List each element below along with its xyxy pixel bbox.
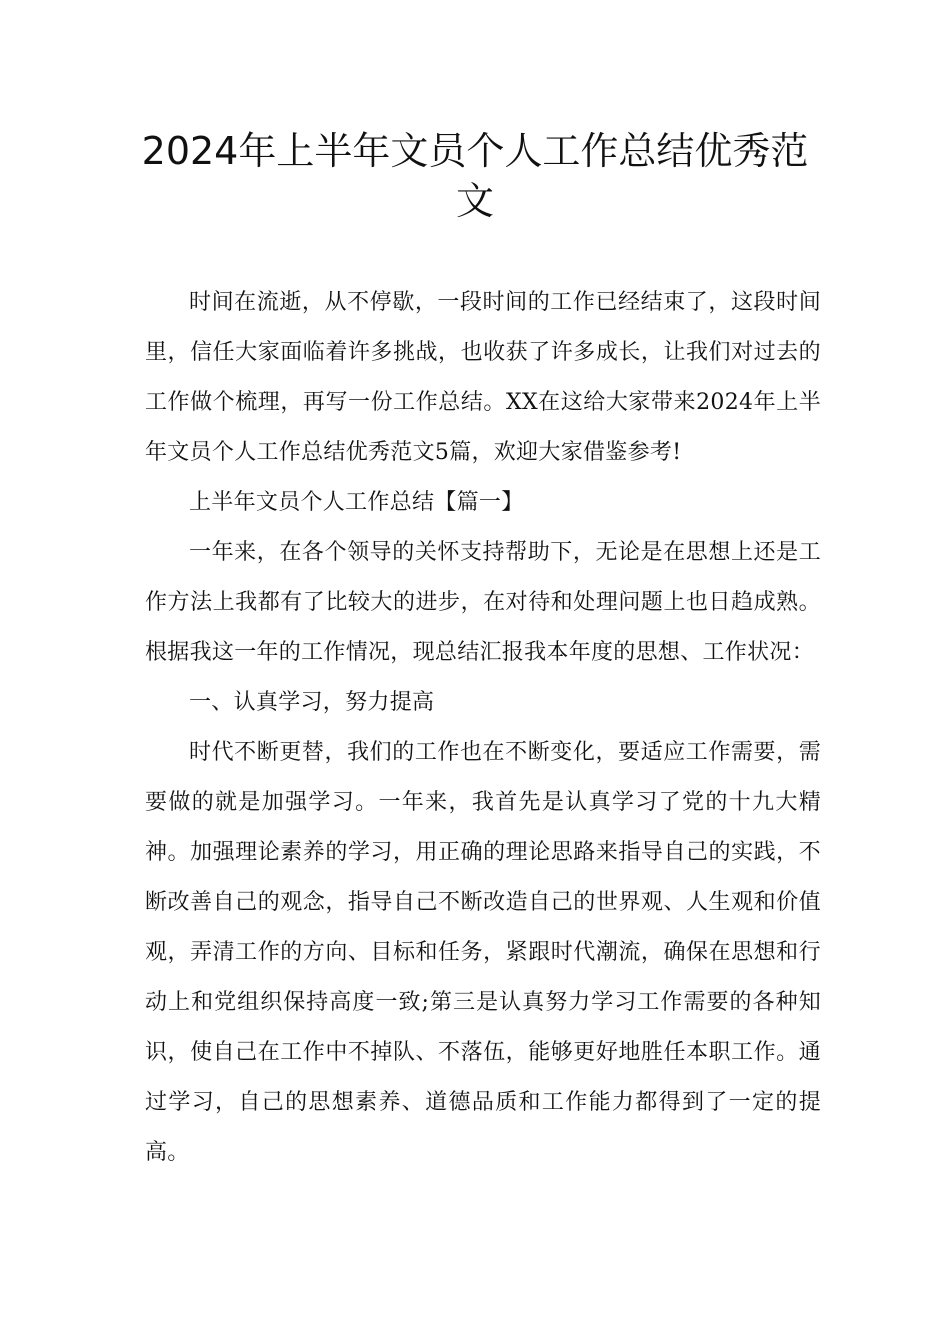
subheading-study: 一、认真学习，努力提高 [189, 690, 435, 715]
document-body [145, 278, 821, 1178]
document-title [120, 126, 830, 226]
title-line-1: 2024年上半年文员个人工作总结优秀范 [141, 129, 809, 173]
section-heading-part-one: 上半年文员个人工作总结【篇一】 [189, 490, 524, 515]
paragraph-overview: 一年来，在各个领导的关怀支持帮助下，无论是在思想上还是工作方法上我都有了比较大的进步，在对待和处理问题上也日趋成熟。根据我这一年的工作情况，现总结汇报我本年度的思想、工作状况： [145, 540, 821, 665]
title-line-2: 文 [455, 179, 494, 223]
paragraph-study: 时代不断更替，我们的工作也在不断变化，要适应工作需要，需要做的就是加强学习。一年来，我首先是认真学习了党的十九大精神。加强理论素养的学习，用正确的理论思路来指导自己的实践，不断改善自己的观念，指导自己不断改造自己的世界观、人生观和价值观，弄清工作的方向、目标和任务，紧跟时代潮流，确保在思想和行动上和党组织保持高度一致;第三是认真努力学习工作需要的各种知识，使自己在工作中不掉队、不落伍，能够更好地胜任本职工作。通过学习，自己的思想素养、道德品质和工作能力都得到了一定的提高。 [145, 740, 821, 1165]
intro-paragraph: 时间在流逝，从不停歇，一段时间的工作已经结束了，这段时间里，信任大家面临着许多挑战，也收获了许多成长，让我们对过去的工作做个梳理，再写一份工作总结。XX在这给大家带来2024年上半年文员个人工作总结优秀范文5篇，欢迎大家借鉴参考! [145, 290, 821, 465]
